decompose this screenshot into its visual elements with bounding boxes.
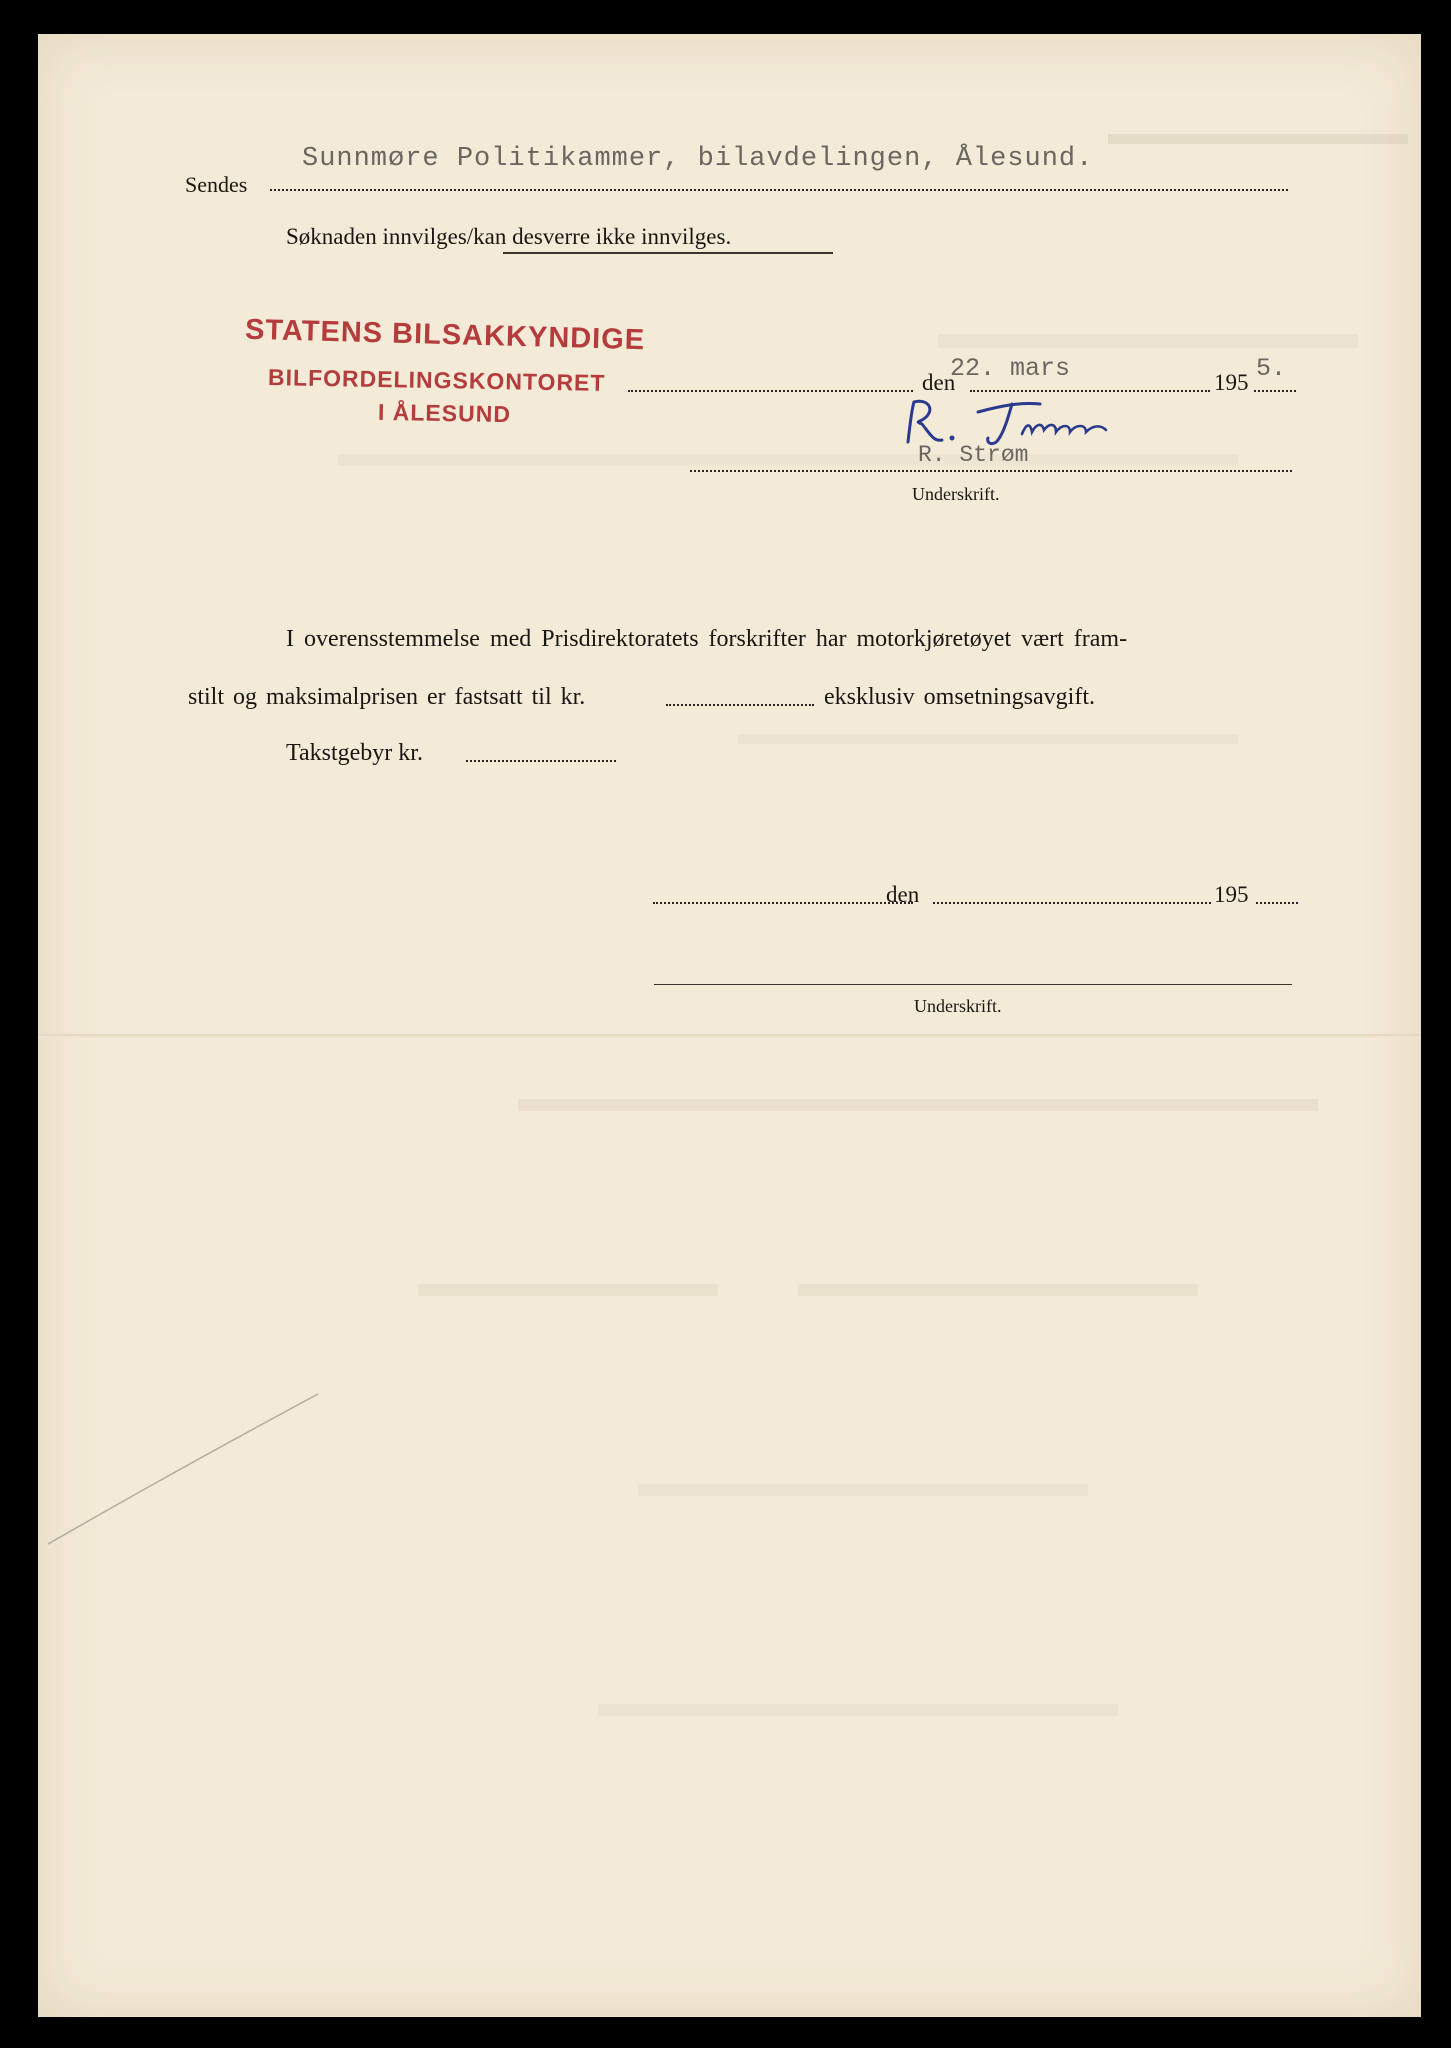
den-label-2: den	[886, 882, 920, 907]
signature-caption-1: Underskrift.	[912, 484, 1000, 504]
place-line-2	[653, 902, 913, 904]
price-paragraph-line-1: I overensstemmelse med Prisdirektoratets forskrifter har motorkjøretøyet vært fram-	[286, 626, 1128, 652]
stamp-line-2: BILFORDELINGSKONTORET	[267, 364, 606, 396]
date-line-1	[970, 390, 1210, 392]
decision-strikethrough	[503, 252, 833, 254]
date-line-2	[933, 902, 1211, 904]
document-page	[38, 34, 1421, 2017]
date-value-1: 22. mars	[950, 354, 1071, 383]
scratch-mark	[38, 1354, 338, 1554]
page-fold	[38, 1034, 1421, 1038]
den-label-1: den	[922, 370, 956, 395]
price-paragraph-line-2-prefix: stilt og maksimalprisen er fastsatt til kr.	[188, 684, 586, 710]
decision-text: Søknaden innvilges/kan desverre ikke innvilges.	[286, 224, 732, 249]
signature-caption-2: Underskrift.	[914, 996, 1002, 1016]
sendes-label: Sendes	[185, 172, 248, 197]
max-price-line	[666, 704, 814, 706]
fee-line	[466, 760, 616, 762]
stamp-line-1: STATENS BILSAKKYNDIGE	[244, 313, 646, 357]
signer-typed-name: R. Strøm	[918, 442, 1029, 468]
year-suffix-1: 5.	[1256, 354, 1287, 383]
signature-line-2	[654, 984, 1292, 985]
stamp-line-3: I ÅLESUND	[377, 398, 512, 428]
price-paragraph-line-2-suffix: eksklusiv omsetningsavgift.	[824, 684, 1095, 710]
sendes-value: Sunnmøre Politikammer, bilavdelingen, Ålesund.	[302, 144, 1094, 174]
year-prefix-1: 195	[1214, 370, 1249, 395]
year-prefix-2: 195	[1214, 882, 1249, 907]
fee-label: Takstgebyr kr.	[286, 740, 423, 766]
signature-line-1	[690, 470, 1292, 472]
year-line-1	[1254, 390, 1296, 392]
sendes-line	[270, 189, 1288, 191]
year-line-2	[1256, 902, 1298, 904]
place-line-1	[628, 390, 913, 392]
